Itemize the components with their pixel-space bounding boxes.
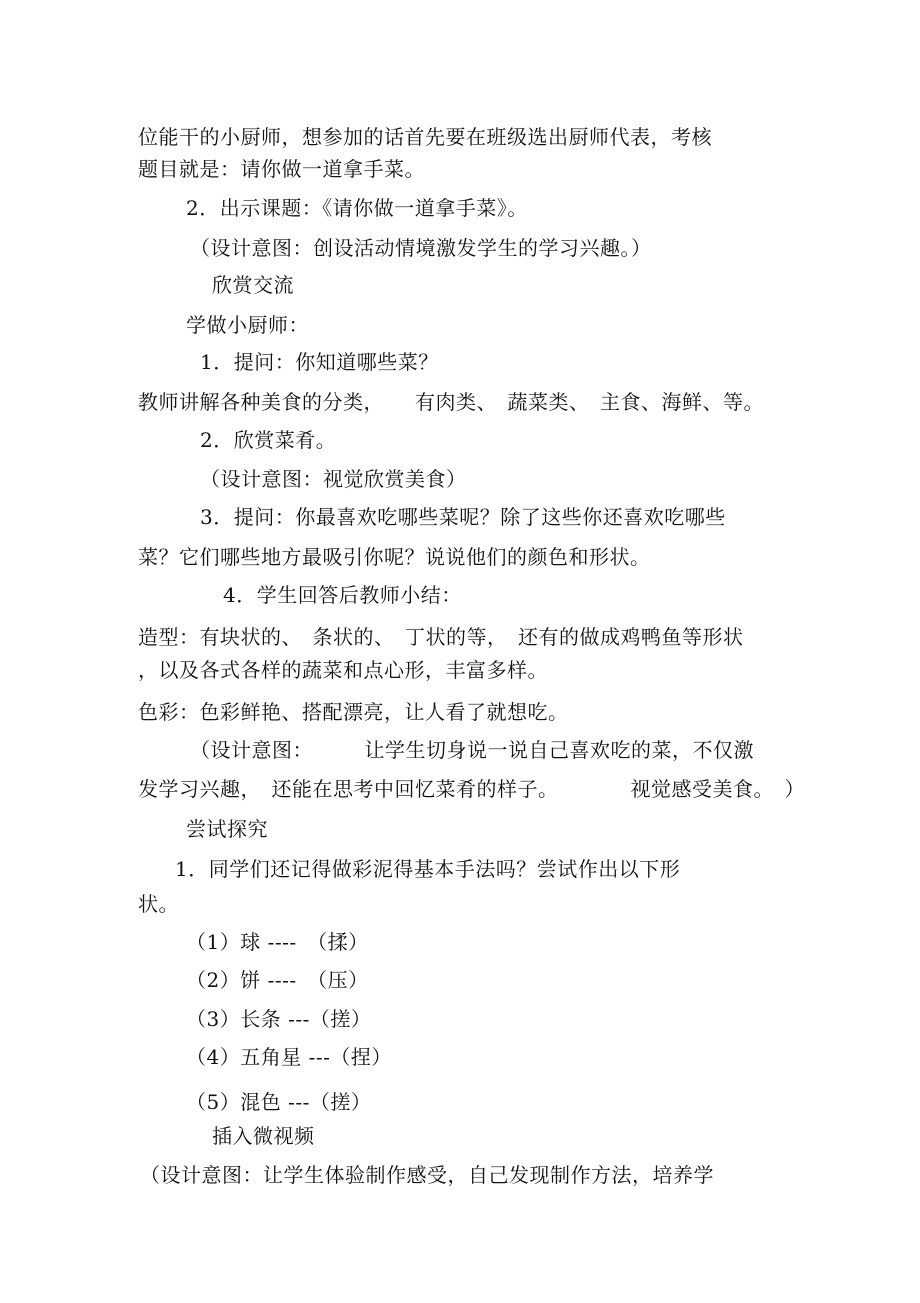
text-line: 状。 xyxy=(138,892,179,916)
list-item: （1）球 ---- （揉） xyxy=(186,930,369,954)
text-line: ，以及各式各样的蔬菜和点心形，丰富多样。 xyxy=(138,658,548,682)
text-line: 位能干的小厨师，想参加的话首先要在班级选出厨师代表，考核 xyxy=(138,125,712,149)
text-line: 色彩：色彩鲜艳、搭配漂亮，让人看了就想吃。 xyxy=(138,700,569,724)
list-item: （2）饼 ---- （压） xyxy=(186,968,369,992)
list-item: （3）长条 ---（搓） xyxy=(186,1007,372,1031)
text-line: 4．学生回答后教师小结： xyxy=(223,583,462,607)
text-line: 菜？它们哪些地方最吸引你呢？说说他们的颜色和形状。 xyxy=(138,545,651,569)
text-line: 教师讲解各种美食的分类， 有肉类、 蔬菜类、 主食、海鲜、等。 xyxy=(138,390,764,414)
text-line: 1．同学们还记得做彩泥得基本手法吗？尝试作出以下形 xyxy=(175,857,681,881)
design-intent-note: （设计意图：让学生体验制作感受，自己发现制作方法，培养学 xyxy=(140,1163,714,1187)
design-intent-note: 发学习兴趣， 还能在思考中回忆菜肴的样子。 视觉感受美食。 ） xyxy=(138,777,805,801)
section-heading: 欣赏交流 xyxy=(212,273,294,297)
text-line: 1．提问：你知道哪些菜？ xyxy=(200,350,439,374)
design-intent-note: （设计意图： 让学生切身说一说自己喜欢吃的菜，不仅激 xyxy=(190,738,754,762)
text-line: 造型：有块状的、 条状的、 丁状的等， 还有的做成鸡鸭鱼等形状 xyxy=(138,625,744,649)
list-item: （4）五角星 ---（捏） xyxy=(186,1045,392,1069)
design-intent-note: （设计意图：视觉欣赏美食） xyxy=(200,467,467,491)
text-line: 题目就是：请你做一道拿手菜。 xyxy=(138,157,425,181)
text-line: 2．欣赏菜肴。 xyxy=(200,428,337,452)
section-heading: 尝试探究 xyxy=(186,817,268,841)
text-line: 学做小厨师： xyxy=(186,313,309,337)
list-item: （5）混色 ---（搓） xyxy=(186,1090,372,1114)
design-intent-note: （设计意图：创设活动情境激发学生的学习兴趣。） xyxy=(190,236,652,260)
text-line: 3．提问：你最喜欢吃哪些菜呢？除了这些你还喜欢吃哪些 xyxy=(200,505,726,529)
section-heading: 插入微视频 xyxy=(212,1124,315,1148)
text-line: 2．出示课题：《请你做一道拿手菜》。 xyxy=(186,196,528,220)
